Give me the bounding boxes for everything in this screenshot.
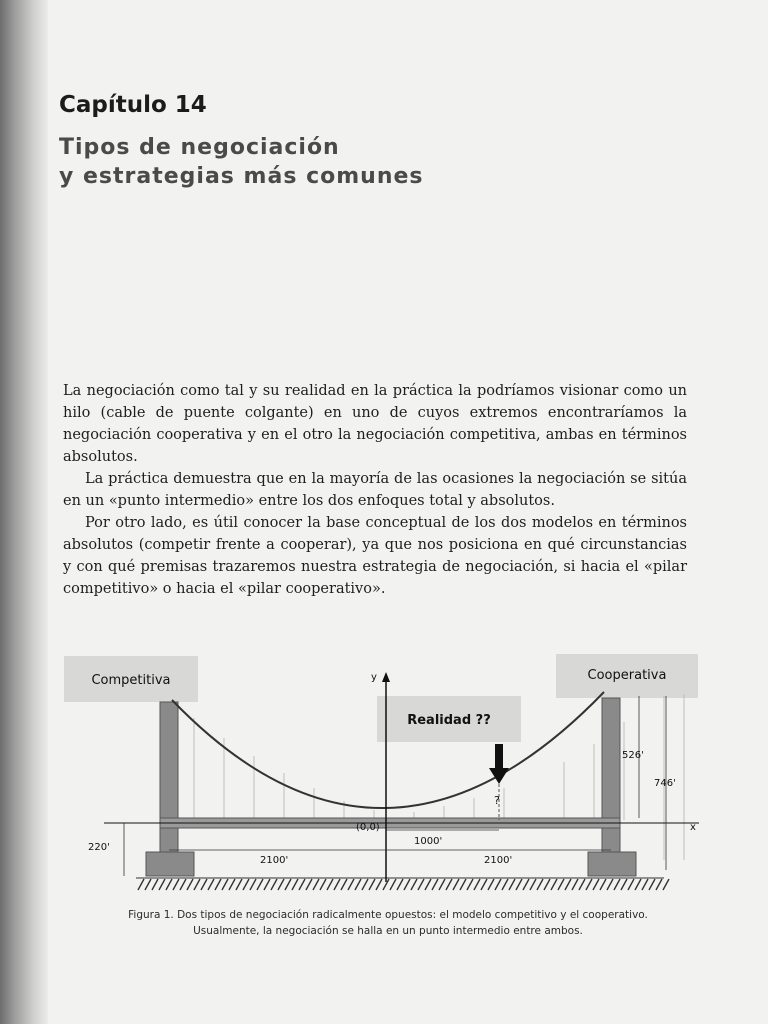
chapter-title-line-2: y estrategias más comunes (59, 164, 424, 189)
caption-line-2: Usualmente, la negociación se halla en un punto intermedio entre ambos. (193, 925, 583, 937)
hatch-stroke (432, 879, 438, 890)
hatch-stroke (663, 879, 669, 890)
hatch-stroke (215, 879, 221, 890)
hatch-stroke (572, 879, 578, 890)
hatch-stroke (376, 879, 382, 890)
hatch-stroke (530, 879, 536, 890)
book-spine-shadow (0, 0, 48, 1024)
hatch-stroke (474, 879, 480, 890)
reality-arrow-head (489, 768, 509, 784)
footing-right (588, 852, 636, 876)
hatch-stroke (628, 879, 634, 890)
hatch-stroke (180, 879, 186, 890)
hatch-stroke (320, 879, 326, 890)
hatch-stroke (313, 879, 319, 890)
hatch-stroke (488, 879, 494, 890)
hatch-stroke (425, 879, 431, 890)
reality-question-mark: ? (494, 794, 500, 807)
figure-caption (88, 907, 688, 939)
hatch-stroke (621, 879, 627, 890)
hatch-stroke (271, 879, 277, 890)
hatch-stroke (411, 879, 417, 890)
dimension-220-label: 220' (88, 842, 110, 853)
tower-left (160, 702, 178, 852)
hatch-stroke (369, 879, 375, 890)
reality-arrow-shaft (495, 744, 503, 770)
hatch-stroke (278, 879, 284, 890)
hatch-stroke (635, 879, 641, 890)
hatch-stroke (642, 879, 648, 890)
hatch-stroke (593, 879, 599, 890)
tower-right (602, 698, 620, 852)
hatch-stroke (159, 879, 165, 890)
hatch-stroke (264, 879, 270, 890)
hatch-stroke (229, 879, 235, 890)
hatch-stroke (341, 879, 347, 890)
hatch-stroke (404, 879, 410, 890)
hatch-stroke (334, 879, 340, 890)
hatch-stroke (208, 879, 214, 890)
chapter-title-line-1: Tipos de negociación (59, 135, 340, 160)
hatch-stroke (292, 879, 298, 890)
hatch-stroke (138, 879, 144, 890)
hatch-stroke (558, 879, 564, 890)
hatch-stroke (152, 879, 158, 890)
dimension-1000-label: 1000' (414, 836, 443, 847)
paragraph-2: La práctica demuestra que en la mayoría de las ocasiones la negociación se sitúa en un «punto intermedio» entre los dos enfoques total y absolutos. (63, 471, 687, 509)
hatch-stroke (173, 879, 179, 890)
hatch-stroke (551, 879, 557, 890)
hatch-stroke (523, 879, 529, 890)
hatch-stroke (397, 879, 403, 890)
hatch-stroke (194, 879, 200, 890)
hatch-stroke (614, 879, 620, 890)
dimension-2100-right-label: 2100' (484, 855, 513, 866)
realidad-label: Realidad ?? (407, 713, 491, 728)
hatch-stroke (579, 879, 585, 890)
hatch-stroke (446, 879, 452, 890)
y-axis-arrow (382, 672, 390, 682)
hatch-stroke (544, 879, 550, 890)
ground-hatching (138, 879, 669, 890)
hatch-stroke (250, 879, 256, 890)
hatch-stroke (600, 879, 606, 890)
caption-line-1: Figura 1. Dos tipos de negociación radicalmente opuestos: el modelo competitivo y el cooperativo. (128, 909, 648, 921)
dimension-2100-left-label: 2100' (260, 855, 289, 866)
competitiva-label: Competitiva (91, 673, 171, 688)
hatch-stroke (355, 879, 361, 890)
origin-label: (0,0) (356, 822, 380, 833)
hatch-stroke (502, 879, 508, 890)
y-axis-label: y (371, 672, 377, 683)
hatch-stroke (565, 879, 571, 890)
x-axis-label: x (690, 822, 696, 833)
hatch-stroke (495, 879, 501, 890)
hatch-stroke (460, 879, 466, 890)
hatch-stroke (285, 879, 291, 890)
hatch-stroke (390, 879, 396, 890)
hatch-stroke (362, 879, 368, 890)
hatch-stroke (607, 879, 613, 890)
paragraph-1: La negociación como tal y su realidad en la práctica la podríamos visionar como un hilo (cable de puente colgante) en uno de cuyos extremos encontraríamos la negociación cooperativa y en el otro la negociación competitiva, ambas en términos absolutos. (63, 383, 687, 465)
hatch-stroke (537, 879, 543, 890)
hatch-stroke (348, 879, 354, 890)
body-text (63, 380, 687, 600)
hatch-stroke (145, 879, 151, 890)
paragraph-3: Por otro lado, es útil conocer la base conceptual de los dos modelos en términos absolutos (competir frente a cooperar), ya que nos posiciona en qué circunstancias y con qué premisas trazaremos nuestra estrategia de negociación, si hacia el «pilar competitivo» o hacia el «pilar cooperativo». (63, 515, 687, 597)
hatch-stroke (439, 879, 445, 890)
cooperativa-label: Cooperativa (587, 668, 667, 683)
hatch-stroke (649, 879, 655, 890)
bridge-figure (64, 650, 714, 895)
hatch-stroke (481, 879, 487, 890)
hatch-stroke (656, 879, 662, 890)
hatch-stroke (586, 879, 592, 890)
footing-left (146, 852, 194, 876)
hatch-stroke (166, 879, 172, 890)
hatch-stroke (306, 879, 312, 890)
hatch-stroke (236, 879, 242, 890)
hatch-stroke (187, 879, 193, 890)
hatch-stroke (257, 879, 263, 890)
bridge-diagram (64, 650, 714, 895)
hatch-stroke (509, 879, 515, 890)
book-page (48, 0, 768, 1024)
hatch-stroke (299, 879, 305, 890)
chapter-title (59, 133, 579, 191)
chapter-number: Capítulo 14 (59, 92, 207, 118)
hatch-stroke (516, 879, 522, 890)
hatch-stroke (327, 879, 333, 890)
dimension-526-label: 526' (622, 750, 644, 761)
hatch-stroke (418, 879, 424, 890)
dimension-746-label: 746' (654, 778, 676, 789)
hatch-stroke (467, 879, 473, 890)
hatch-stroke (201, 879, 207, 890)
hatch-stroke (453, 879, 459, 890)
hatch-stroke (222, 879, 228, 890)
hatch-stroke (243, 879, 249, 890)
